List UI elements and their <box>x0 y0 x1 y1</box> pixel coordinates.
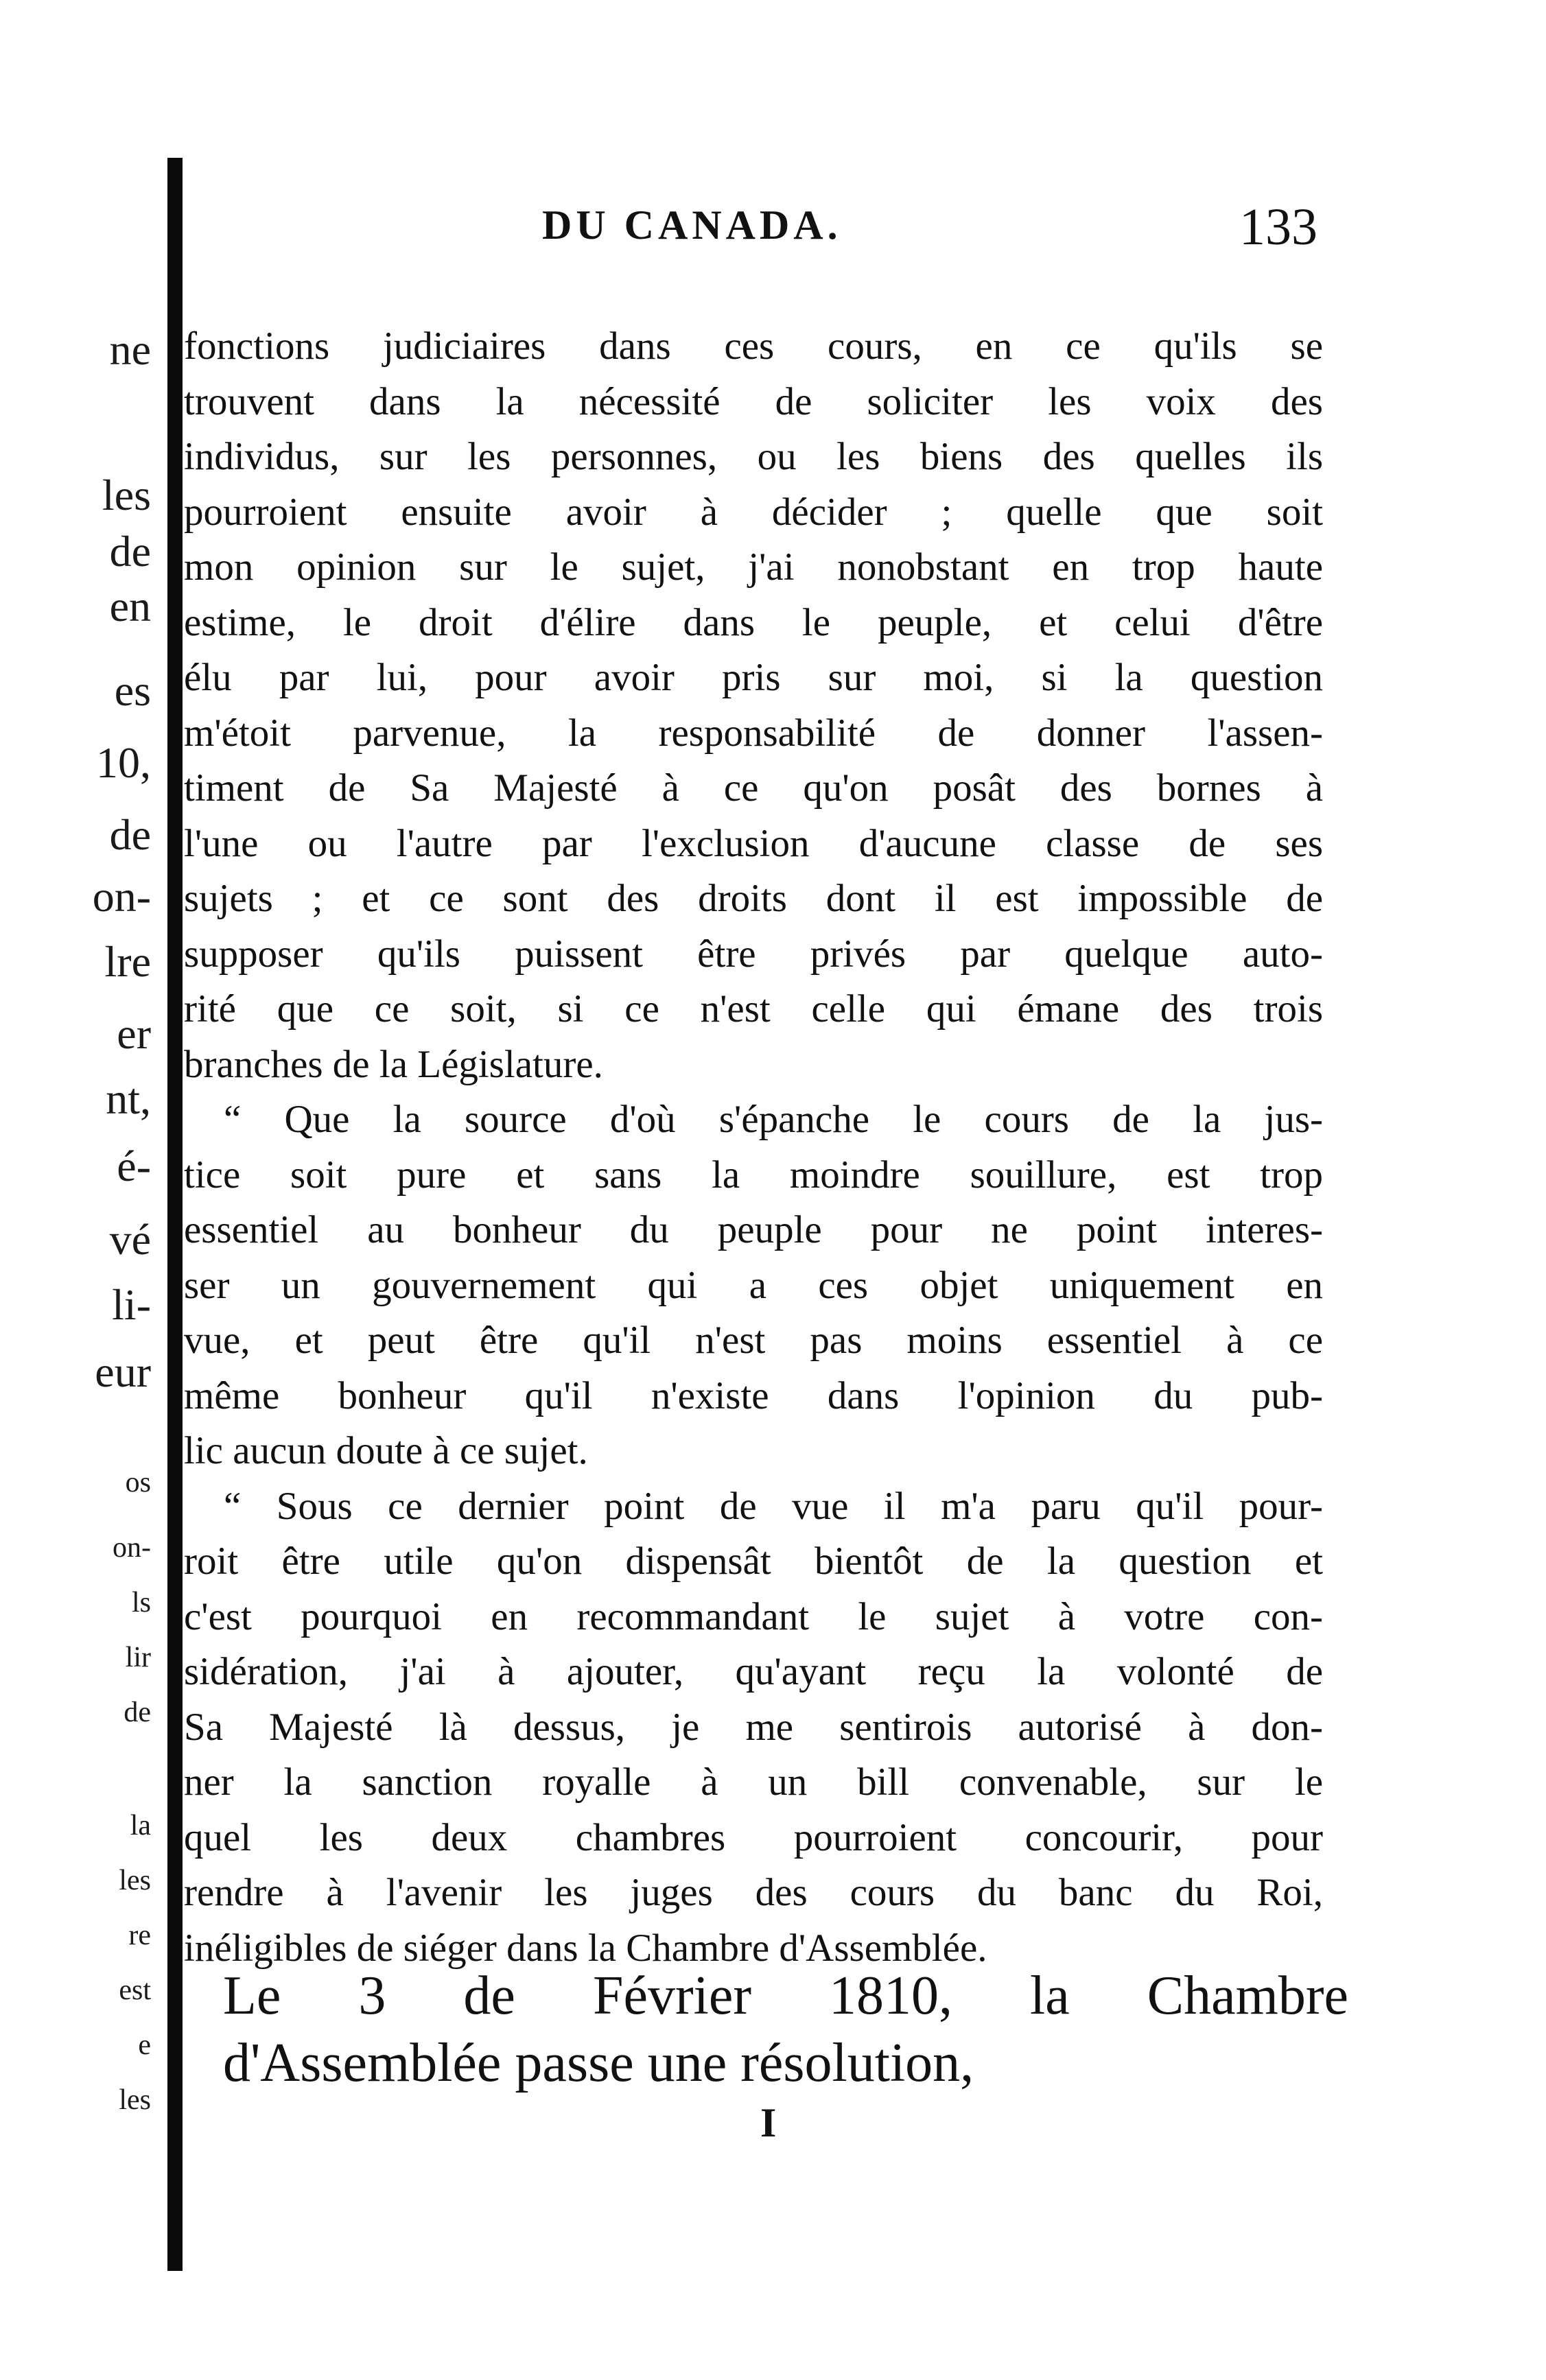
binding-edge <box>167 158 183 2271</box>
text-line: tice soit pure et sans la moindre souillure, est trop <box>184 1153 1323 1197</box>
text-line: Sa Majesté là dessus, je me sentirois autorisé à don- <box>184 1705 1323 1749</box>
running-title: DU CANADA. <box>542 202 842 248</box>
large-text-line: Le 3 de Février 1810, la Chambre <box>223 1966 1348 2026</box>
gutter-fragment: on- <box>113 1532 151 1564</box>
gutter-fragment: 10, <box>96 738 151 787</box>
gutter-fragment: ls <box>131 1587 151 1618</box>
signature-mark: I <box>760 2100 777 2145</box>
text-line: sujets ; et ce sont des droits dont il est impossible de <box>184 877 1323 920</box>
text-line: lic aucun doute à ce sujet. <box>184 1429 588 1472</box>
text-line: inéligibles de siéger dans la Chambre d'Assemblée. <box>184 1926 987 1970</box>
gutter-fragment: ne <box>109 325 151 374</box>
text-line: essentiel au bonheur du peuple pour ne point interes- <box>184 1208 1323 1251</box>
gutter-fragment: os <box>125 1467 151 1498</box>
gutter-fragment: les <box>119 1865 151 1896</box>
gutter-fragment: les <box>119 2084 151 2116</box>
text-line: trouvent dans la nécessité de soliciter les voix des <box>184 379 1323 423</box>
gutter-fragment: est <box>119 1975 151 2006</box>
text-line: pourroient ensuite avoir à décider ; quelle que soit <box>184 490 1323 534</box>
large-type-paragraph <box>223 1962 1348 2097</box>
text-line: même bonheur qu'il n'existe dans l'opinion du pub- <box>184 1374 1323 1417</box>
gutter-fragment: lir <box>125 1642 151 1673</box>
text-line: supposer qu'ils puissent être privés par quelque auto- <box>184 932 1323 976</box>
text-line: ser un gouvernement qui a ces objet uniquement en <box>184 1263 1323 1307</box>
gutter-fragment: la <box>130 1810 151 1841</box>
text-line: mon opinion sur le sujet, j'ai nonobstant en trop haute <box>184 545 1323 589</box>
body-text <box>184 319 1323 1976</box>
large-text-line: d'Assemblée passe une résolution, <box>223 2033 974 2093</box>
gutter-fragment: lre <box>104 937 151 986</box>
gutter-fragment: en <box>109 582 151 631</box>
text-line: rendre à l'avenir les juges des cours du banc du Roi, <box>184 1871 1323 1914</box>
gutter-fragment: de <box>109 810 151 859</box>
text-line: individus, sur les personnes, ou les biens des quelles ils <box>184 435 1323 478</box>
gutter-fragment: es <box>114 666 151 715</box>
gutter-fragment: vé <box>109 1215 151 1264</box>
text-line: élu par lui, pour avoir pris sur moi, si la question <box>184 656 1323 699</box>
text-line: branches de la Législature. <box>184 1042 603 1086</box>
gutter-fragment: é- <box>117 1142 151 1190</box>
gutter-fragment: re <box>128 1920 151 1951</box>
gutter-fragment: les <box>102 471 151 519</box>
gutter-fragment: on- <box>92 872 151 921</box>
gutter-fragment: de <box>109 527 151 576</box>
gutter-fragment: e <box>138 2029 151 2061</box>
text-line: vue, et peut être qu'il n'est pas moins essentiel à ce <box>184 1319 1323 1362</box>
gutter-fragment: nt, <box>106 1074 151 1123</box>
gutter-fragment: li- <box>112 1280 151 1329</box>
page-number: 133 <box>1239 198 1317 256</box>
text-line: m'étoit parvenue, la responsabilité de donner l'assen- <box>184 711 1323 755</box>
text-line: rité que ce soit, si ce n'est celle qui émane des trois <box>184 987 1323 1030</box>
gutter-fragment: de <box>124 1697 151 1728</box>
text-line: “ Que la source d'où s'épanche le cours de la jus- <box>224 1098 1323 1141</box>
adjacent-page-fragments <box>0 0 165 2380</box>
text-line: sidération, j'ai à ajouter, qu'ayant reçu la volonté de <box>184 1650 1323 1693</box>
page-header <box>185 198 1345 259</box>
text-line: fonctions judiciaires dans ces cours, en ce qu'ils se <box>184 325 1323 368</box>
gutter-fragment: eur <box>95 1347 151 1396</box>
text-line: estime, le droit d'élire dans le peuple, et celui d'être <box>184 600 1323 644</box>
gutter-fragment: er <box>117 1009 151 1058</box>
text-line: l'une ou l'autre par l'exclusion d'aucune classe de ses <box>184 821 1323 865</box>
text-line: timent de Sa Majesté à ce qu'on posât des bornes à <box>184 766 1323 810</box>
text-line: roit être utile qu'on dispensât bientôt de la question et <box>184 1540 1323 1583</box>
text-line: ner la sanction royalle à un bill convenable, sur le <box>184 1760 1323 1804</box>
text-line: quel les deux chambres pourroient concourir, pour <box>184 1815 1323 1859</box>
text-line: c'est pourquoi en recommandant le sujet à votre con- <box>184 1594 1323 1638</box>
text-line: “ Sous ce dernier point de vue il m'a paru qu'il pour- <box>224 1484 1323 1528</box>
